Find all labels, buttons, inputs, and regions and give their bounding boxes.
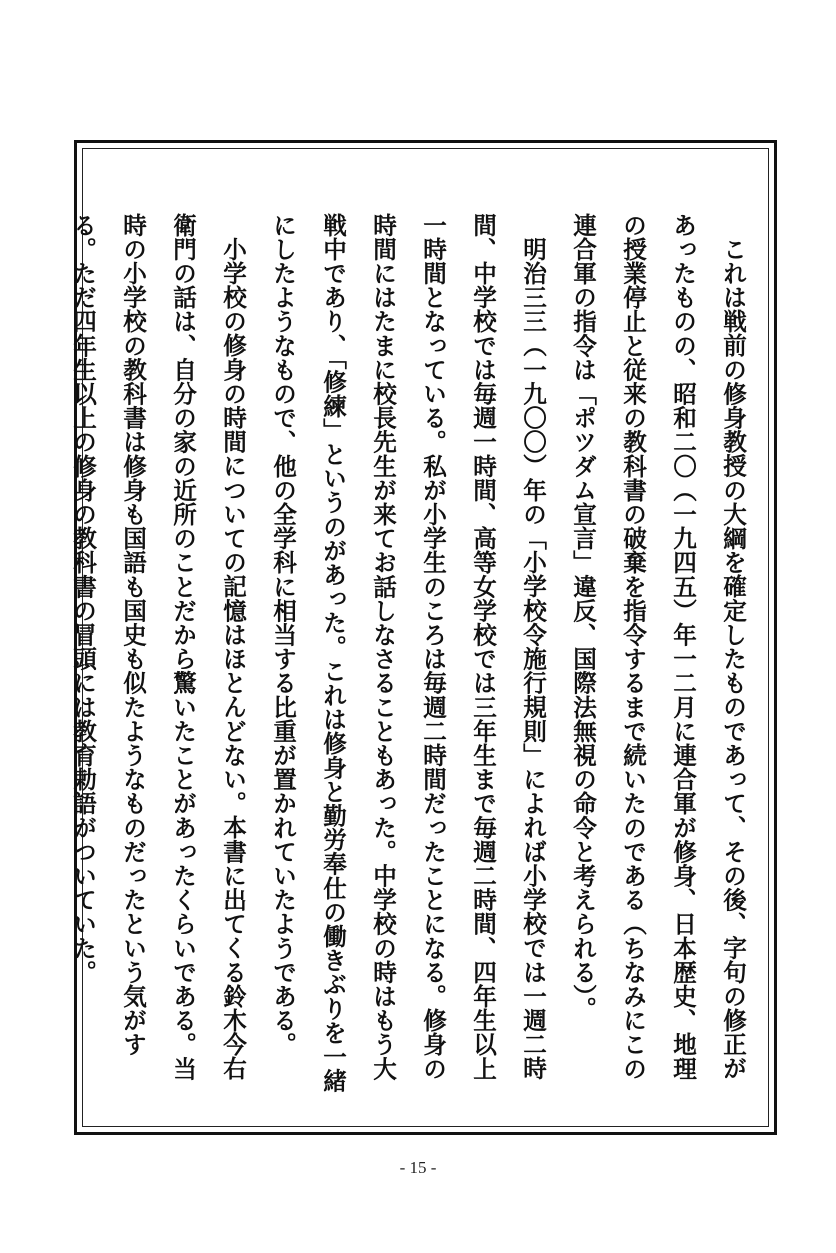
page-number: - 15 -: [399, 1158, 437, 1177]
body-text: [58, 213, 758, 1093]
paragraph-2: 明治三三（一九〇〇）年の「小学校令施行規則」によれば小学校では一週二時間、中学校では毎週一時間、高等女学校では三年生まで毎週二時間、四年生以上一時間となっている。私が小学生のころは毎週二時間だったことになる。修身の時間にはたまに校長先生が来てお話しなさることもあった。中学校の時はもう大戦中であり、「修練」というのがあった。これは修身と勤労奉仕の働きぶりを一緒にしたようなもので、他の全学科に相当する比重が置かれていたようである。: [269, 213, 547, 1093]
paragraph-1: これは戦前の修身教授の大綱を確定したものであって、その後、字句の修正があったものの、昭和二〇（一九四五）年一二月に連合軍が修身、日本歴史、地理の授業停止と従来の教科書の破棄を指令するまで続いたのである（ちなみにこの連合軍の指令は「ポツダム宣言」違反、国際法無視の命令と考えられる）。: [569, 213, 747, 1081]
paragraph-3: 小学校の修身の時間についての記憶はほとんどない。本書に出てくる鈴木今右衛門の話は、自分の家の近所のことだから驚いたことがあったくらいである。当時の小学校の教科書は修身も国語も国史も似たようなものだったという気がする。ただ四年生以上の修身の教科書の冒頭には教育勅語がついていた。: [69, 213, 247, 1081]
